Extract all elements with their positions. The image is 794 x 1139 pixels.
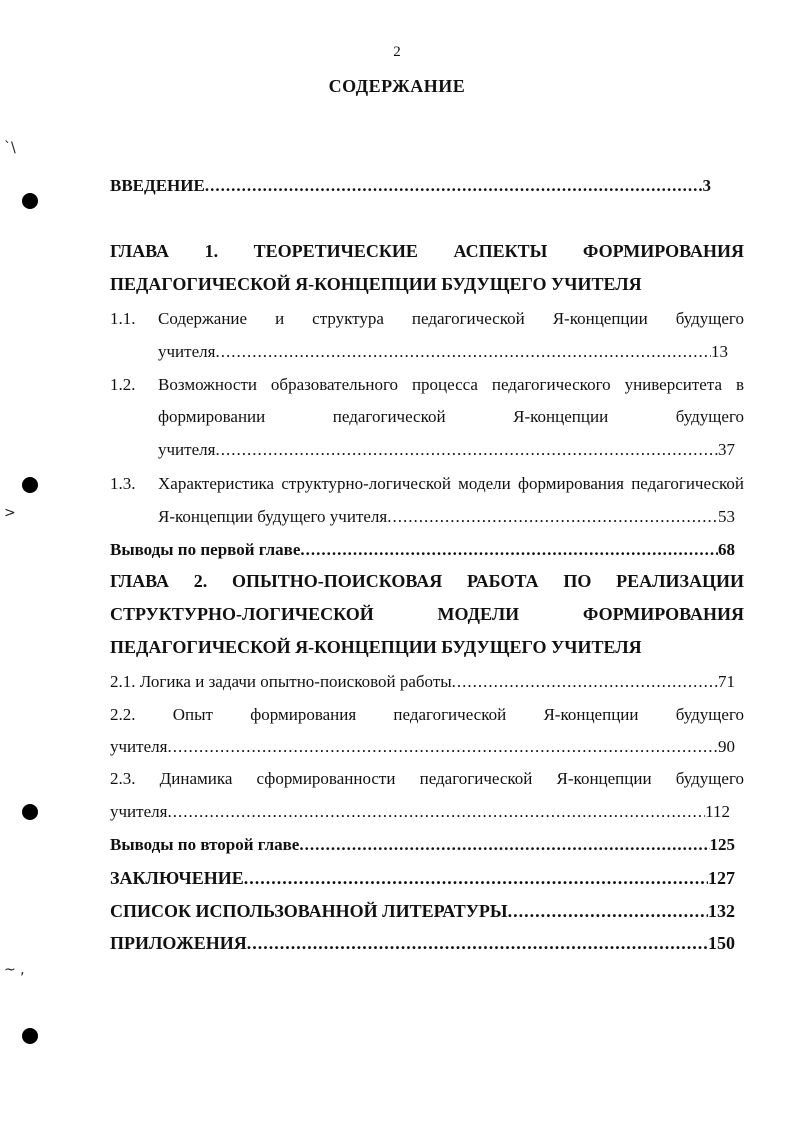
dot-leader	[215, 440, 718, 460]
toc-entry-1-2-line-1[interactable]: Возможности образовательного процесса педагогического университета в	[158, 375, 744, 394]
toc-entry-label: ЗАКЛЮЧЕНИЕ	[110, 868, 244, 888]
toc-entry-1-2-line-2[interactable]: формировании педагогической Я-концепции будущего	[158, 407, 744, 426]
toc-entry-1-1-line-1[interactable]: Содержание и структура педагогической Я-концепции будущего	[158, 309, 744, 328]
dot-leader	[167, 802, 705, 822]
toc-entry-label: Выводы по первой главе	[110, 540, 301, 559]
toc-entry-label: Я-концепции будущего учителя	[158, 507, 388, 526]
toc-entry-page: 112	[705, 802, 730, 821]
dot-leader	[247, 933, 708, 954]
toc-entry-chapter-1-conclusion[interactable]	[110, 540, 735, 560]
toc-entry-page: 37	[718, 440, 735, 459]
dot-leader	[244, 868, 708, 889]
toc-entry-1-3[interactable]	[158, 507, 735, 527]
toc-entry-label: учителя	[110, 802, 168, 821]
dot-leader	[387, 507, 718, 527]
dot-leader	[299, 835, 709, 855]
scan-mark: `\	[4, 140, 16, 156]
toc-entry-label: учителя	[110, 737, 168, 756]
section-number: 1.2.	[110, 375, 136, 394]
chapter-2-heading-line-2[interactable]: СТРУКТУРНО-ЛОГИЧЕСКОЙ МОДЕЛИ ФОРМИРОВАНИЯ	[110, 604, 744, 624]
binder-hole	[22, 804, 38, 820]
section-number: 1.1.	[110, 309, 136, 328]
toc-entry-2-3[interactable]	[110, 802, 730, 822]
dot-leader	[452, 672, 718, 692]
toc-entry-page: 53	[718, 507, 735, 526]
toc-entry-appendices[interactable]	[110, 933, 735, 954]
chapter-1-heading-line-2[interactable]: ПЕДАГОГИЧЕСКОЙ Я-КОНЦЕПЦИИ БУДУЩЕГО УЧИТЕЛЯ	[110, 274, 642, 294]
toc-entry-2-2[interactable]	[110, 737, 735, 757]
chapter-2-heading-line-1[interactable]: ГЛАВА 2. ОПЫТНО-ПОИСКОВАЯ РАБОТА ПО РЕАЛИЗАЦИИ	[110, 571, 744, 591]
toc-entry-label: 2.1. Логика и задачи опытно-поисковой работы	[110, 672, 452, 691]
dot-leader	[167, 737, 718, 757]
page-title: СОДЕРЖАНИЕ	[328, 76, 466, 96]
binder-hole	[22, 477, 38, 493]
toc-entry-label: учителя	[158, 440, 216, 459]
binder-hole	[22, 1028, 38, 1044]
toc-entry-page: 132	[708, 901, 735, 921]
toc-entry-page: 90	[718, 737, 735, 756]
chapter-2-heading-line-3[interactable]: ПЕДАГОГИЧЕСКОЙ Я-КОНЦЕПЦИИ БУДУЩЕГО УЧИТЕЛЯ	[110, 637, 642, 657]
dot-leader	[508, 901, 708, 922]
toc-entry-page: 150	[708, 933, 735, 953]
toc-entry-page: 71	[718, 672, 735, 691]
toc-entry-label: ВВЕДЕНИЕ	[110, 176, 205, 195]
dot-leader	[215, 342, 711, 362]
toc-entry-2-2-line-1[interactable]: 2.2. Опыт формирования педагогической Я-концепции будущего	[110, 705, 744, 724]
toc-entry-chapter-2-conclusion[interactable]	[110, 835, 735, 855]
toc-entry-label: СПИСОК ИСПОЛЬЗОВАННОЙ ЛИТЕРАТУРЫ	[110, 901, 508, 921]
toc-entry-page: 125	[709, 835, 735, 854]
toc-entry-page: 13	[711, 342, 728, 361]
toc-entry-2-1[interactable]	[110, 672, 735, 692]
toc-entry-label: учителя	[158, 342, 216, 361]
toc-entry-2-3-line-1[interactable]: 2.3. Динамика сформированности педагогической Я-концепции будущего	[110, 769, 744, 788]
toc-entry-page: 68	[718, 540, 735, 559]
toc-entry-conclusion[interactable]	[110, 868, 735, 889]
scan-mark: ~ ,	[4, 962, 25, 978]
toc-entry-1-1[interactable]	[158, 342, 728, 362]
toc-entry-bibliography[interactable]	[110, 901, 735, 922]
section-number: 1.3.	[110, 474, 136, 493]
binder-hole	[22, 193, 38, 209]
scan-mark: >	[4, 505, 16, 521]
toc-entry-1-3-line-1[interactable]: Характеристика структурно-логической модели формирования педагогической	[158, 474, 744, 493]
page-number: 2	[393, 44, 401, 60]
toc-entry-page: 127	[708, 868, 735, 888]
toc-entry-1-2[interactable]	[158, 440, 735, 460]
toc-entry-page: 3	[702, 176, 711, 195]
toc-entry-label: Выводы по второй главе	[110, 835, 300, 854]
dot-leader	[300, 540, 718, 560]
chapter-1-heading-line-1[interactable]: ГЛАВА 1. ТЕОРЕТИЧЕСКИЕ АСПЕКТЫ ФОРМИРОВАНИЯ	[110, 241, 744, 261]
dot-leader	[205, 176, 703, 196]
toc-entry-label: ПРИЛОЖЕНИЯ	[110, 933, 247, 953]
toc-entry-intro[interactable]	[110, 176, 711, 196]
